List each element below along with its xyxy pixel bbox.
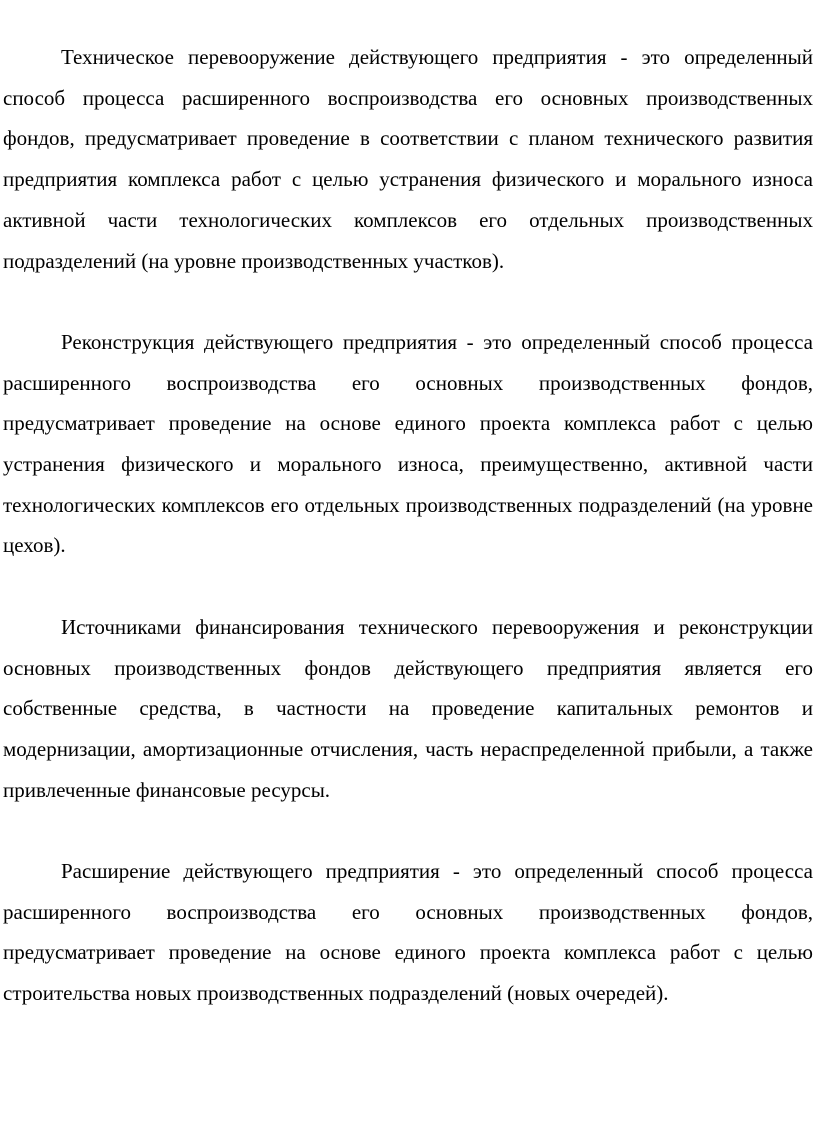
paragraph-expansion: Расширение действующего предприятия - это определенный способ процесса расширенного воспроизводства его основных производственных фондов, предусматривает проведение на основе единого проекта комплекса работ с целью строительства новых производственных подразделений (новых очередей). [3, 859, 813, 1006]
paragraph-reconstruction: Реконструкция действующего предприятия - это определенный способ процесса расширенного воспроизводства его основных производственных фондов, предусматривает проведение на основе единого проекта комплекса работ с целью устранения физического и морального износа, преимущественно, активной части технологических комплексов его отдельных производственных подразделений (на уровне цехов). [3, 329, 813, 558]
paragraph-technical-reequipment: Техническое перевооружение действующего предприятия - это определенный способ процесса расширенного воспроизводства его основных производственных фондов, предусматривает проведение в соответствии с планом технического развития предприятия комплекса работ с целью устранения физического и морального износа активной части технологических комплексов его отдельных производственных подразделений (на уровне производственных участков). [3, 45, 813, 273]
paragraph-financing-sources: Источниками финансирования технического перевооружения и реконструкции основных производственных фондов действующего предприятия является его собственные средства, в частности на проведение капитальных ремонтов и модернизации, амортизационные отчисления, часть нераспределенной прибыли, а также привлеченные финансовые ресурсы. [3, 614, 813, 802]
